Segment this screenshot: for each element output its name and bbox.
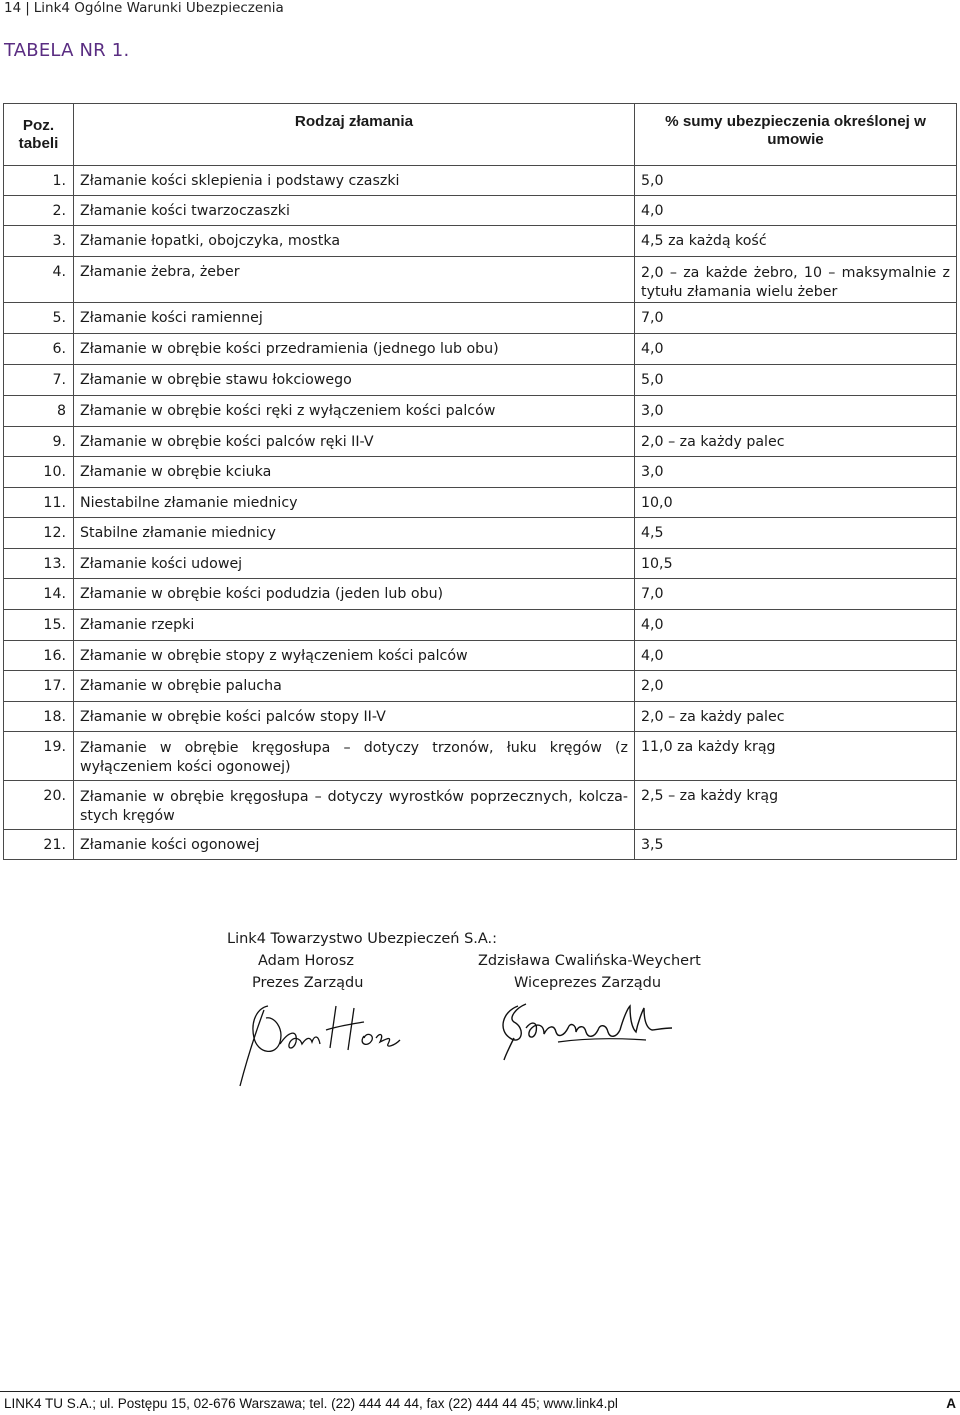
row-percent-value: 2,0 – za każdy palec: [635, 427, 957, 457]
row-position: 10.: [4, 457, 74, 488]
row-percent-value: 4,0: [635, 610, 957, 641]
column-header-percent: % sumy ubezpieczenia określonej w umowie: [635, 104, 957, 166]
table-row: [4, 671, 957, 702]
row-percent-value: 2,0 – za każde żebro, 10 – maksymalnie z tytułu złamania wielu żeber: [635, 257, 957, 303]
table-row: [4, 427, 957, 457]
row-position: 2.: [4, 196, 74, 226]
row-percent-value: 2,0 – za każdy palec: [635, 702, 957, 732]
table-title: TABELA NR 1.: [4, 40, 130, 61]
row-position: 17.: [4, 671, 74, 702]
table-row: [4, 365, 957, 396]
row-fracture-type: Złamanie w obrębie kości przedramienia (jednego lub obu): [74, 334, 635, 365]
row-fracture-type: Złamanie w obrębie kciuka: [74, 457, 635, 488]
row-percent-value: 7,0: [635, 579, 957, 610]
row-fracture-type: Złamanie w obrębie kości palców stopy II-V: [74, 702, 635, 732]
table-row: [4, 549, 957, 579]
column-header-position: Poz. tabeli: [4, 104, 74, 166]
table-header-row: [4, 104, 957, 166]
row-fracture-type: Złamanie w obrębie kości ręki z wyłączeniem kości palców: [74, 396, 635, 427]
row-percent-value: 2,5 – za każdy krąg: [635, 781, 957, 830]
row-percent-value: 4,5: [635, 518, 957, 549]
fracture-table: [3, 103, 957, 860]
row-percent-value: 10,5: [635, 549, 957, 579]
row-position: 13.: [4, 549, 74, 579]
page-number: 14: [4, 0, 22, 16]
row-percent-value: 5,0: [635, 166, 957, 196]
table-row: [4, 702, 957, 732]
row-fracture-type: Złamanie w obrębie kości podudzia (jeden lub obu): [74, 579, 635, 610]
row-position: 5.: [4, 303, 74, 334]
table-row: [4, 257, 957, 303]
table-row: [4, 579, 957, 610]
company-name: Link4 Towarzystwo Ubezpieczeń S.A.:: [227, 931, 498, 947]
running-header: [4, 0, 284, 16]
table-row: [4, 166, 957, 196]
row-position: 12.: [4, 518, 74, 549]
row-position: 1.: [4, 166, 74, 196]
row-position: 18.: [4, 702, 74, 732]
row-fracture-type: Złamanie żebra, żeber: [74, 257, 635, 303]
table-row: [4, 303, 957, 334]
table-row: [4, 196, 957, 226]
row-position: 19.: [4, 732, 74, 781]
row-fracture-type: Złamanie w obrębie kręgosłupa – dotyczy trzonów, łuku kręgów (z wyłączeniem kości ogonowej): [74, 732, 635, 781]
row-position: 21.: [4, 830, 74, 860]
row-fracture-type: Złamanie kości udowej: [74, 549, 635, 579]
row-fracture-type: Złamanie łopatki, obojczyka, mostka: [74, 226, 635, 257]
footer-contact: LINK4 TU S.A.; ul. Postępu 15, 02-676 Warszawa; tel. (22) 444 44 44, fax (22) 444 44 45; www.link4.pl: [4, 1396, 618, 1411]
row-percent-value: 4,5 za każdą kość: [635, 226, 957, 257]
table-row: [4, 830, 957, 860]
row-fracture-type: Złamanie kości ramiennej: [74, 303, 635, 334]
row-fracture-type: Stabilne złamanie miednicy: [74, 518, 635, 549]
row-position: 20.: [4, 781, 74, 830]
table-row: [4, 457, 957, 488]
table-row: [4, 226, 957, 257]
row-fracture-type: Złamanie kości ogonowej: [74, 830, 635, 860]
column-header-fracture-type: Rodzaj złamania: [74, 104, 635, 166]
table-row: [4, 781, 957, 830]
right-signatory-title: Wiceprezes Zarządu: [514, 975, 662, 991]
row-fracture-type: Złamanie w obrębie stopy z wyłączeniem kości palców: [74, 641, 635, 671]
row-percent-value: 5,0: [635, 365, 957, 396]
row-percent-value: 7,0: [635, 303, 957, 334]
row-percent-value: 4,0: [635, 334, 957, 365]
header-separator: |: [25, 0, 30, 16]
row-fracture-type: Niestabilne złamanie miednicy: [74, 488, 635, 518]
right-signatory-name: Zdzisława Cwalińska-Weychert: [478, 953, 701, 969]
signature-block: [0, 928, 960, 1098]
row-percent-value: 4,0: [635, 641, 957, 671]
row-percent-value: 2,0: [635, 671, 957, 702]
left-signatory-name: Adam Horosz: [258, 953, 354, 969]
table-row: [4, 518, 957, 549]
row-position: 3.: [4, 226, 74, 257]
right-handwritten-signature: [496, 998, 676, 1068]
row-percent-value: 4,0: [635, 196, 957, 226]
footer-letter: A: [946, 1396, 956, 1411]
row-fracture-type: Złamanie kości twarzoczaszki: [74, 196, 635, 226]
row-position: 15.: [4, 610, 74, 641]
row-fracture-type: Złamanie kości sklepienia i podstawy czaszki: [74, 166, 635, 196]
table-row: [4, 641, 957, 671]
table-row: [4, 732, 957, 781]
row-percent-value: 10,0: [635, 488, 957, 518]
row-percent-value: 3,0: [635, 396, 957, 427]
left-handwritten-signature: [228, 998, 408, 1093]
row-position: 14.: [4, 579, 74, 610]
row-fracture-type: Złamanie rzepki: [74, 610, 635, 641]
row-fracture-type: Złamanie w obrębie kręgosłupa – dotyczy wyrostków poprzecznych, kolczastych kręgów: [74, 781, 635, 830]
table-row: [4, 334, 957, 365]
table-row: [4, 396, 957, 427]
row-percent-value: 11,0 za każdy krąg: [635, 732, 957, 781]
document-title: Link4 Ogólne Warunki Ubezpieczenia: [33, 0, 284, 16]
row-fracture-type: Złamanie w obrębie stawu łokciowego: [74, 365, 635, 396]
row-percent-value: 3,5: [635, 830, 957, 860]
page-footer: [0, 1391, 960, 1415]
table-row: [4, 488, 957, 518]
row-position: 6.: [4, 334, 74, 365]
row-position: 8: [4, 396, 74, 427]
row-position: 16.: [4, 641, 74, 671]
row-percent-value: 3,0: [635, 457, 957, 488]
row-position: 4.: [4, 257, 74, 303]
row-position: 7.: [4, 365, 74, 396]
row-position: 9.: [4, 427, 74, 457]
table-row: [4, 610, 957, 641]
left-signatory-title: Prezes Zarządu: [252, 975, 364, 991]
row-position: 11.: [4, 488, 74, 518]
row-fracture-type: Złamanie w obrębie kości palców ręki II-V: [74, 427, 635, 457]
table-body: [4, 166, 957, 860]
row-fracture-type: Złamanie w obrębie palucha: [74, 671, 635, 702]
